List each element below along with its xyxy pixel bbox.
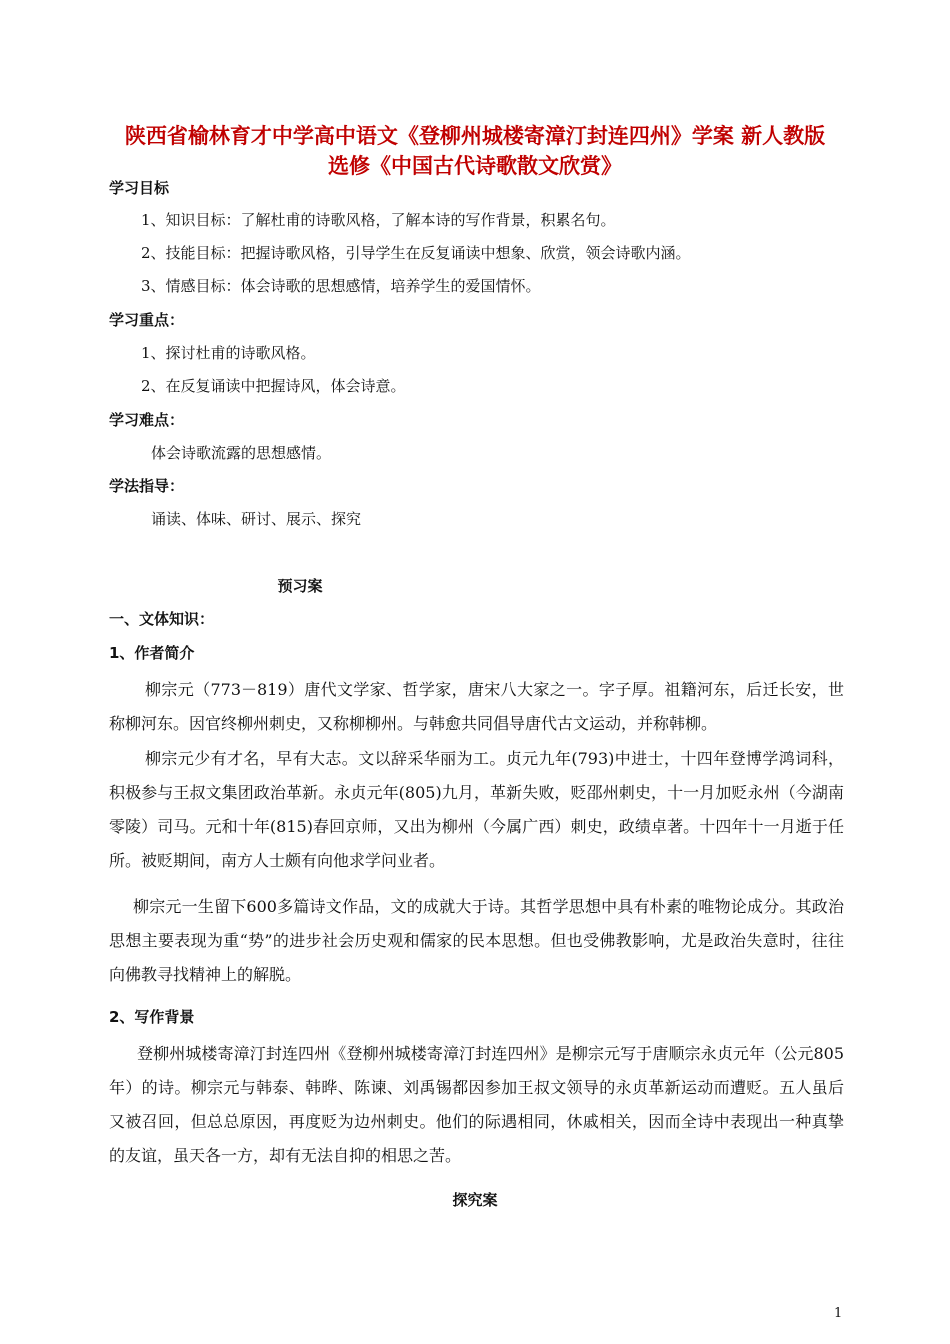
- difficulties-heading: 学习难点：: [109, 411, 185, 429]
- background-heading: 2、写作背景: [109, 1008, 195, 1026]
- objectives-heading: 学习目标: [109, 179, 170, 197]
- author-heading: 1、作者简介: [109, 644, 195, 662]
- author-paragraph: 柳宗元（773－819）唐代文学家、哲学家，唐宋八大家之一。字子厚。祖籍河东，后迁长安，世称柳河东。因官终柳州刺史，又称柳柳州。与韩愈共同倡导唐代古文运动，并称韩柳。: [109, 680, 844, 733]
- section-genre-knowledge: 一、文体知识：: [109, 610, 215, 628]
- background-paragraph: 登柳州城楼寄漳汀封连四州《登柳州城楼寄漳汀封连四州》是柳宗元写于唐顺宗永贞元年（公元805年）的诗。柳宗元与韩泰、韩晔、陈谏、刘禹锡都因参加王叔文领导的永贞革新运动而遭贬。五人虽后又被召回，但总总原因，再度贬为边州刺史。他们的际遇相同，休戚相关，因而全诗中表现出一种真挚的友谊，虽天各一方，却有无法自抑的相思之苦。: [109, 1044, 844, 1165]
- objective-item: 1、知识目标：了解杜甫的诗歌风格，了解本诗的写作背景，积累名句。: [141, 211, 616, 229]
- key-point-item: 2、在反复诵读中把握诗风，体会诗意。: [141, 377, 406, 395]
- author-paragraph: 柳宗元少有才名，早有大志。文以辞采华丽为工。贞元九年(793)中进士，十四年登博学鸿词科，积极参与王叔文集团政治革新。永贞元年(805)九月，革新失败，贬邵州刺史，十一月加贬永州（今湖南零陵）司马。元和十年(815)春回京师，又出为柳州（今属广西）刺史，政绩卓著。十四年十一月逝于任所。被贬期间，南方人士颇有向他求学问业者。: [109, 749, 844, 870]
- preview-heading: 预习案: [277, 577, 323, 595]
- methods-text: 诵读、体味、研讨、展示、探究: [151, 510, 362, 528]
- difficulties-text: 体会诗歌流露的思想感情。: [151, 444, 332, 462]
- author-paragraph: 柳宗元一生留下600多篇诗文作品，文的成就大于诗。其哲学思想中具有朴素的唯物论成分。其政治思想主要表现为重“势”的进步社会历史观和儒家的民本思想。但也受佛教影响，尤是政治失意时，往往向佛教寻找精神上的解脱。: [109, 897, 844, 984]
- page-number: 1: [834, 1306, 843, 1321]
- explore-heading: 探究案: [452, 1191, 498, 1209]
- document-title-line-2: 选修《中国古代诗歌散文欣赏》: [328, 154, 622, 178]
- objective-item: 3、情感目标：体会诗歌的思想感情，培养学生的爱国情怀。: [141, 277, 541, 295]
- methods-heading: 学法指导：: [109, 477, 185, 495]
- key-point-item: 1、探讨杜甫的诗歌风格。: [141, 344, 316, 362]
- document-title-line-1: 陕西省榆林育才中学高中语文《登柳州城楼寄漳汀封连四州》学案 新人教版: [124, 124, 826, 148]
- objective-item: 2、技能目标：把握诗歌风格，引导学生在反复诵读中想象、欣赏，领会诗歌内涵。: [141, 244, 691, 262]
- key-points-heading: 学习重点：: [109, 311, 185, 329]
